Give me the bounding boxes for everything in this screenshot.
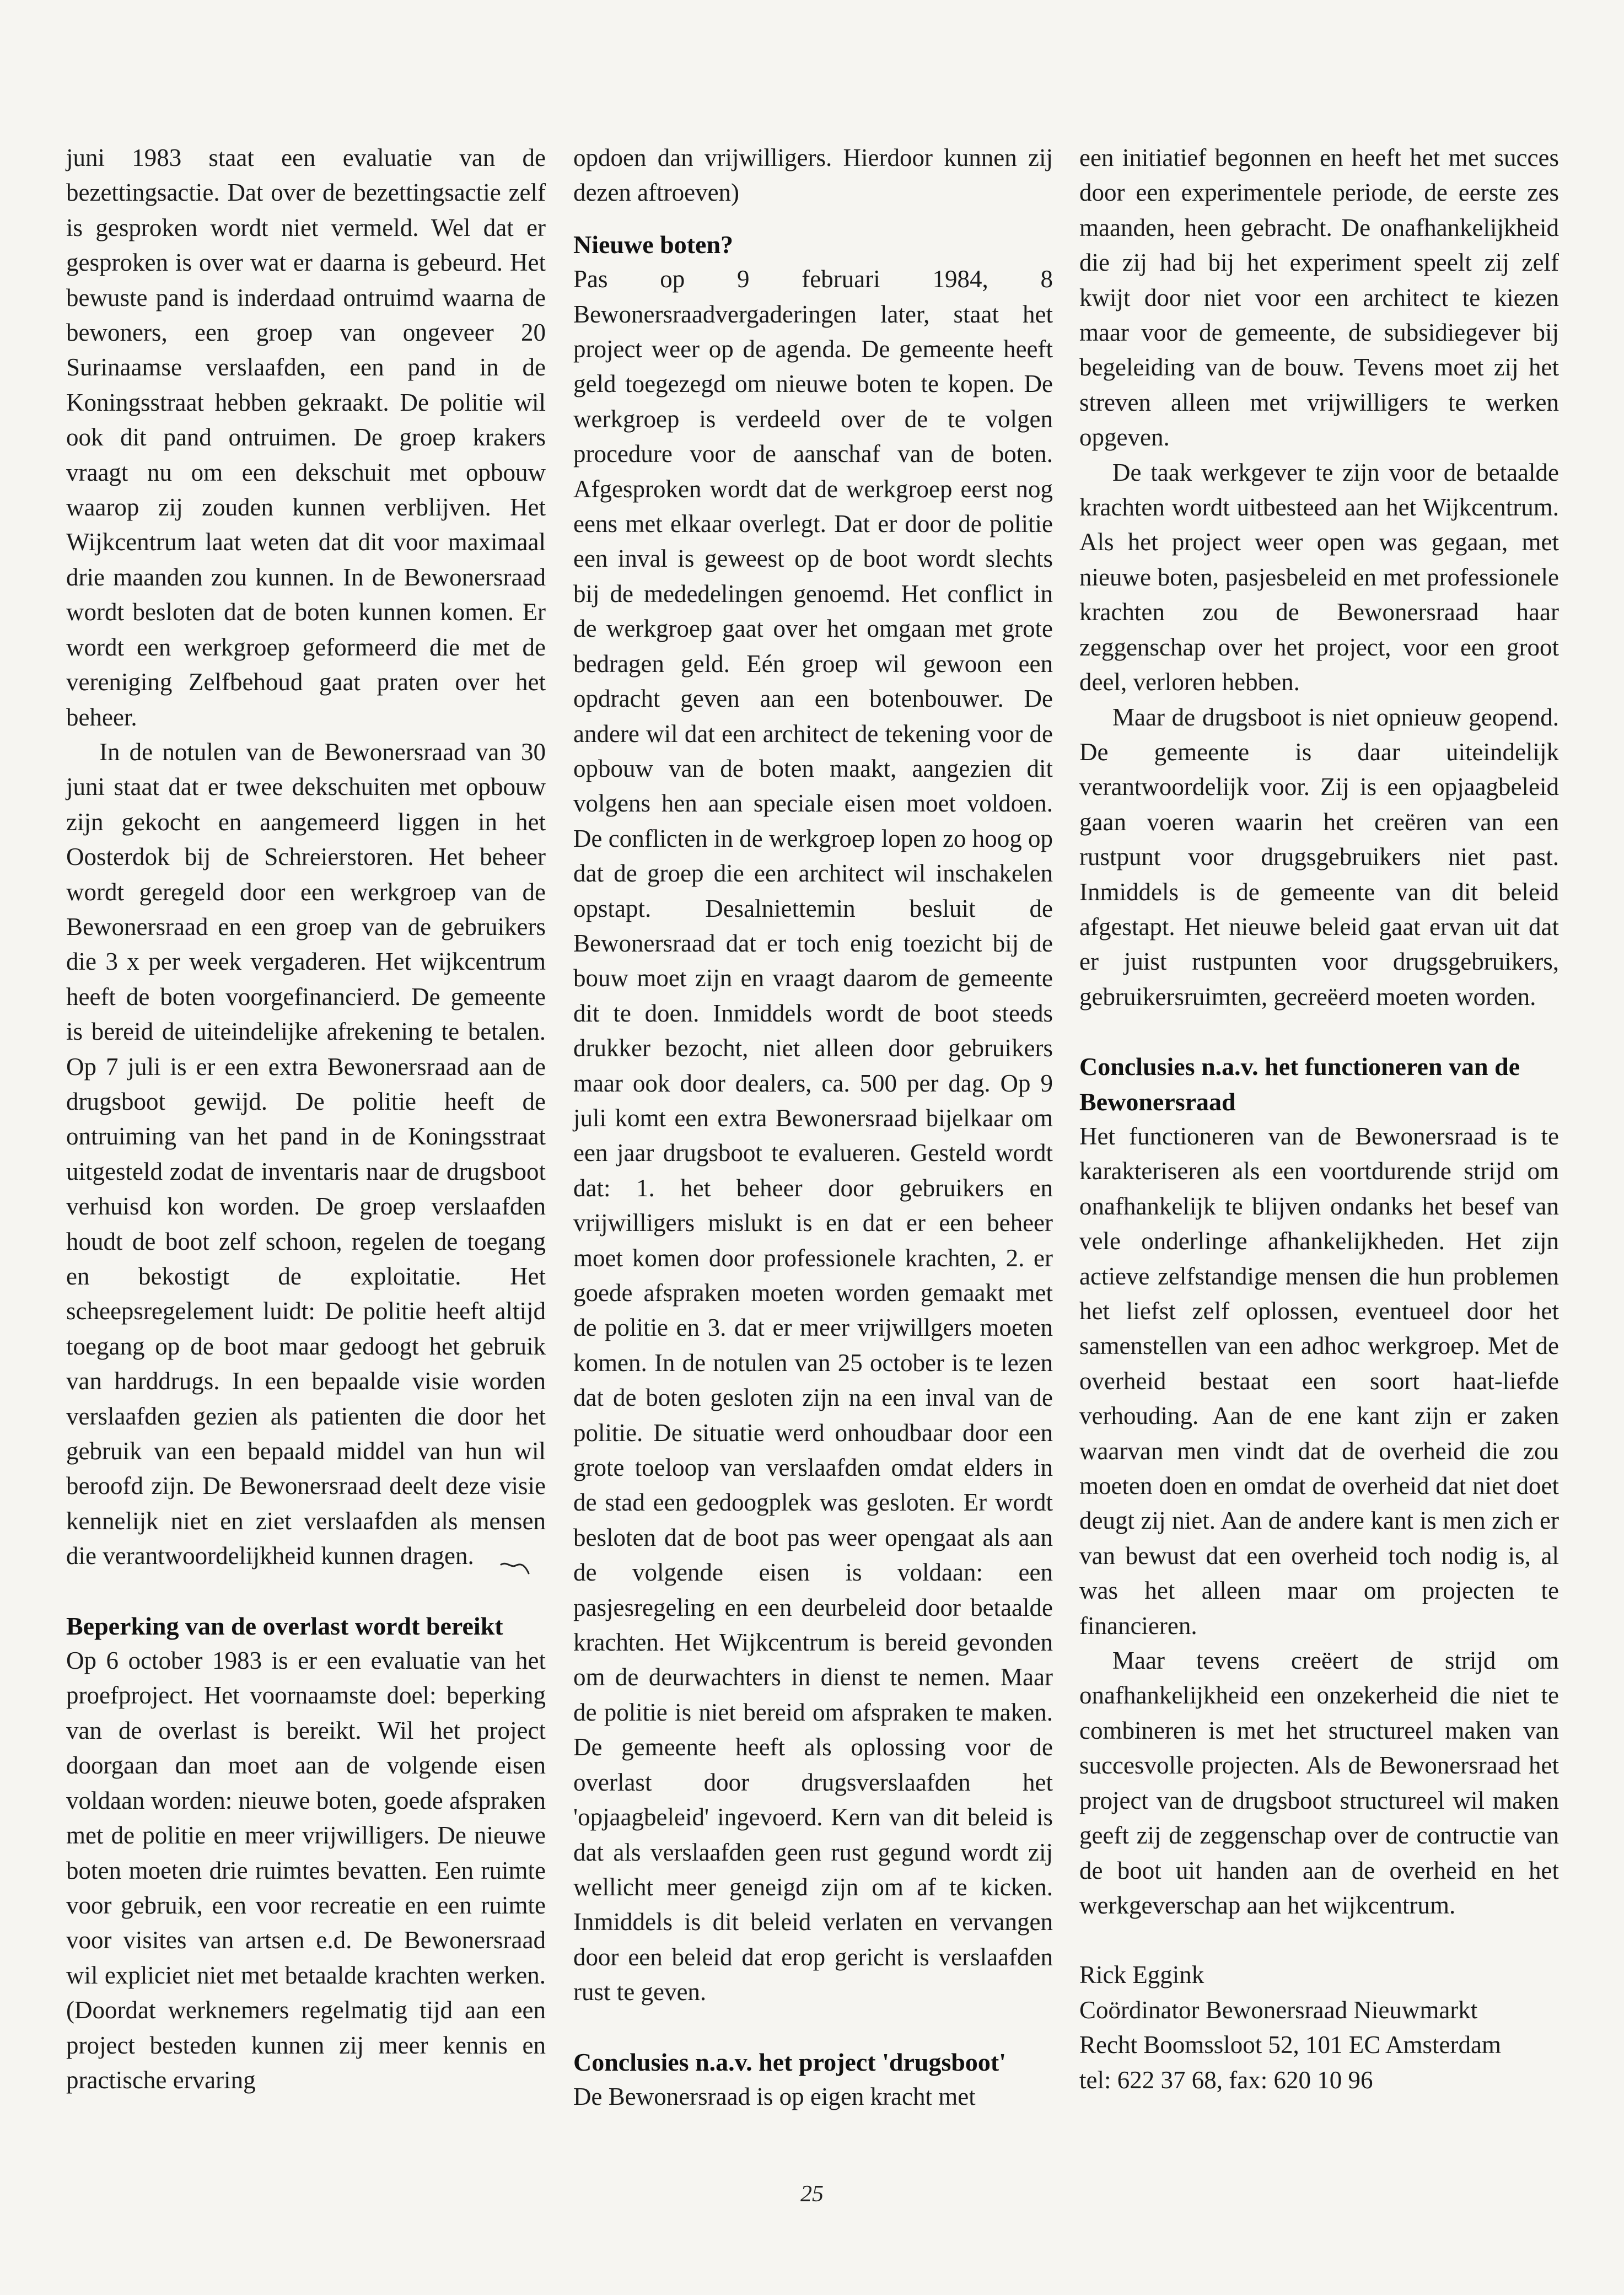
text-column-3	[1079, 141, 1559, 2098]
page-number: 25	[800, 2181, 824, 2207]
section-heading: Nieuwe boten?	[573, 230, 734, 259]
paragraph: opdoen dan vrijwilligers. Hierdoor kunnen zij dezen aftroeven)	[573, 144, 1053, 207]
handwritten-margin-mark	[499, 1560, 532, 1577]
spacer	[1079, 1014, 1559, 1049]
signature-line: tel: 622 37 68, fax: 620 10 96	[1079, 2066, 1373, 2094]
spacer	[573, 211, 1053, 227]
paragraph: een initiatief begonnen en heeft het met succes door een experimentele periode, de eerste zes maanden, heen gebracht. De onafhankelijkheid die zij had bij het experiment speelt zij zelf kwijt door niet voor een architect te kiezen maar voor de gemeente, de subsidiegever bij begeleiding van de bouw. Tevens moet zij het streven alleen met vrijwilligers te werken opgeven.	[1079, 144, 1559, 452]
text-column-2	[573, 141, 1053, 2114]
paragraph: Pas op 9 februari 1984, 8 Bewonersraadvergaderingen later, staat het project weer op de agenda. De gemeente heeft geld toegezegd om nieuwe boten te kopen. De werkgroep is verdeeld over de te volgen procedure voor de aanschaf van de boten. Afgesproken wordt dat de werkgroep eerst nog eens met elkaar overlegt. Dat er door de politie een inval is geweest op de boot wordt slechts bij de mededelingen genoemd. Het conflict in de werkgroep gaat over het omgaan met grote bedragen geld. Eén groep wil gewoon een opdracht geven aan een botenbouwer. De andere wil dat een architect de tekening voor de opbouw van de boten maakt, aangezien dit volgens hen aan speciale eisen moet voldoen. De conflicten in de werkgroep lopen zo hoog op dat de groep die een architect wil inschakelen opstapt. Desalniettemin besluit de Bewonersraad dat er toch enig toezicht bij de bouw moet zijn en vraagt daarom de gemeente dit te doen. Inmiddels wordt de boot steeds drukker bezocht, niet alleen door gebruikers maar ook door dealers, ca. 500 per dag. Op 9 juli komt een extra Bewonersraad bijelkaar om een jaar drugsboot te evalueren. Gesteld wordt dat: 1. het beheer door gebruikers en vrijwilligers mislukt is en dat er een beheer moet komen door professionele krachten, 2. er goede afspraken moeten worden gemaakt met de politie en 3. dat er meer vrijwillgers moeten komen. In de notulen van 25 october is te lezen dat de boten gesloten zijn na een inval van de politie. De situatie werd onhoudbaar door een grote toeloop van verslaafden omdat elders in de stad een gedoogplek was gesloten. Er wordt besloten dat de boot pas weer opengaat als aan de volgende eisen is voldaan: een pasjesregeling en een deurbeleid door betaalde krachten. Het Wijkcentrum is bereid gevonden om de deurwachters in dienst te nemen. Maar de politie is niet bereid om afspraken te maken. De gemeente heeft als oplossing voor de overlast door drugsverslaafden het 'opjaagbeleid' ingevoerd. Kern van dit beleid is dat als verslaafden geen rust gegund wordt zij wellicht meer geneigd zijn om af te kicken. Inmiddels is dit beleid verlaten en vervangen door een beleid dat erop gericht is verslaafden rust te geven.	[573, 265, 1053, 2006]
spacer	[573, 2010, 1053, 2045]
signature-block	[1079, 1958, 1559, 2098]
text-column-1	[66, 141, 546, 2098]
paragraph: juni 1983 staat een evaluatie van de bezettingsactie. Dat over de bezettingsactie zelf is gesproken wordt niet vermeld. Wel dat er gesproken is over wat er daarna is gebeurd. Het bewuste pand is inderdaad ontruimd waarna de bewoners, een groep van ongeveer 20 Surinaamse verslaafden, een pand in de Koningsstraat hebben gekraakt. De politie wil ook dit pand ontruimen. De groep krakers vraagt nu om een dekschuit met opbouw waarop zij zouden kunnen verblijven. Het Wijkcentrum laat weten dat dit voor maximaal drie maanden zou kunnen. In de Bewonersraad wordt besloten dat de boten kunnen komen. Er wordt een werkgroep geformeerd die met de vereniging Zelfbehoud gaat praten over het beheer.	[66, 144, 546, 731]
section-heading: Beperking van de overlast wordt bereikt	[66, 1611, 503, 1640]
paragraph: De Bewonersraad is op eigen kracht met	[573, 2082, 976, 2110]
signature-line: Rick Eggink	[1079, 1961, 1204, 1989]
paragraph: Maar tevens creëert de strijd om onafhankelijkheid een onzekerheid die niet te combineren is met het structureel maken van succesvolle projecten. Als de Bewonersraad het project van de drugsboot structureel wil maken geeft zij de zeggenschap over de contructie van de boot uit handen aan de overheid en het werkgeverschap aan het wijkcentrum.	[1079, 1647, 1559, 1919]
paragraph: Op 6 october 1983 is er een evaluatie van het proefproject. Het voornaamste doel: beperking van de overlast is bereikt. Wil het project doorgaan dan moet aan de volgende eisen voldaan worden: nieuwe boten, goede afspraken met de politie en meer vrijwilligers. De nieuwe boten moeten drie ruimtes bevatten. Een ruimte voor gebruik, een voor recreatie en een ruimte voor visites van artsen e.d. De Bewonersraad wil expliciet niet met betaalde krachten werken. (Doordat werknemers regelmatig tijd aan een project besteden kunnen zij meer kennis en practische ervaring	[66, 1647, 546, 2094]
section-heading: Conclusies n.a.v. het project 'drugsboot'	[573, 2047, 1007, 2076]
spacer	[66, 1574, 546, 1609]
signature-line: Coördinator Bewonersraad Nieuwmarkt	[1079, 1996, 1478, 2024]
paragraph: Het functioneren van de Bewonersraad is te karakteriseren als een voortdurende strijd om onafhankelijk te blijven ondanks het besef van vele onderlinge afhankelijkheden. Het zijn actieve zelfstandige mensen die hun problemen het liefst zelf oplossen, eventueel door het samenstellen van een adhoc werkgroep. Met de overheid bestaat een soort haat-liefde verhouding. Aan de ene kant zijn er zaken waarvan men vindt dat de overheid die zou moeten doen en omdat de overheid dat niet doet deugt zij niet. Aan de andere kant is men zich er van bewust dat een overheid toch nodig is, al was het alleen maar om projecten te financieren.	[1079, 1122, 1559, 1640]
signature-line: Recht Boomssloot 52, 101 EC Amsterdam	[1079, 2031, 1501, 2059]
paragraph: De taak werkgever te zijn voor de betaalde krachten wordt uitbesteed aan het Wijkcentrum. Als het project weer open was gegaan, met nieuwe boten, pasjesbeleid en met professionele krachten zou de Bewonersraad haar zeggenschap over het project, voor een groot deel, verloren hebben.	[1079, 458, 1559, 696]
spacer	[1079, 1923, 1559, 1958]
paragraph: In de notulen van de Bewonersraad van 30 juni staat dat er twee dekschuiten met opbouw zijn gekocht en aangemeerd liggen in het Oosterdok bij de Schreierstoren. Het beheer wordt geregeld door een werkgroep van de Bewonersraad en een groep van de gebruikers die 3 x per week vergaderen. Het wijkcentrum heeft de boten voorgefinancierd. De gemeente is bereid de uiteindelijke afrekening te betalen. Op 7 juli is er een extra Bewonersraad aan de drugsboot gewijd. De politie heeft de ontruiming van het pand in de Koningsstraat uitgesteld zodat de inventaris naar de drugsboot verhuisd kon worden. De groep verslaafden houdt de boot zelf schoon, regelen de toegang en bekostigt de exploitatie. Het scheepsregelement luidt: De politie heeft altijd toegang op de boot maar gedoogt het gebruik van harddrugs. In een bepaalde visie worden verslaafden gezien als patienten die door het gebruik van een bepaald middel van hun wil beroofd zijn. De Bewonersraad deelt deze visie kennelijk niet en ziet verslaafden als mensen die verantwoordelijkheid kunnen dragen.	[66, 738, 546, 1570]
paragraph: Maar de drugsboot is niet opnieuw geopend. De gemeente is daar uiteindelijk verantwoordelijk voor. Zij is een opjaagbeleid gaan voeren waarin het creëren van een rustpunt voor drugsgebruikers niet past. Inmiddels is de gemeente van dit beleid afgestapt. Het nieuwe beleid gaat ervan uit dat er juist rustpunten voor drugsgebruikers, gebruikersruimten, gecreëerd moeten worden.	[1079, 703, 1559, 1011]
section-heading: Conclusies n.a.v. het functioneren van de Bewonersraad	[1079, 1052, 1520, 1116]
